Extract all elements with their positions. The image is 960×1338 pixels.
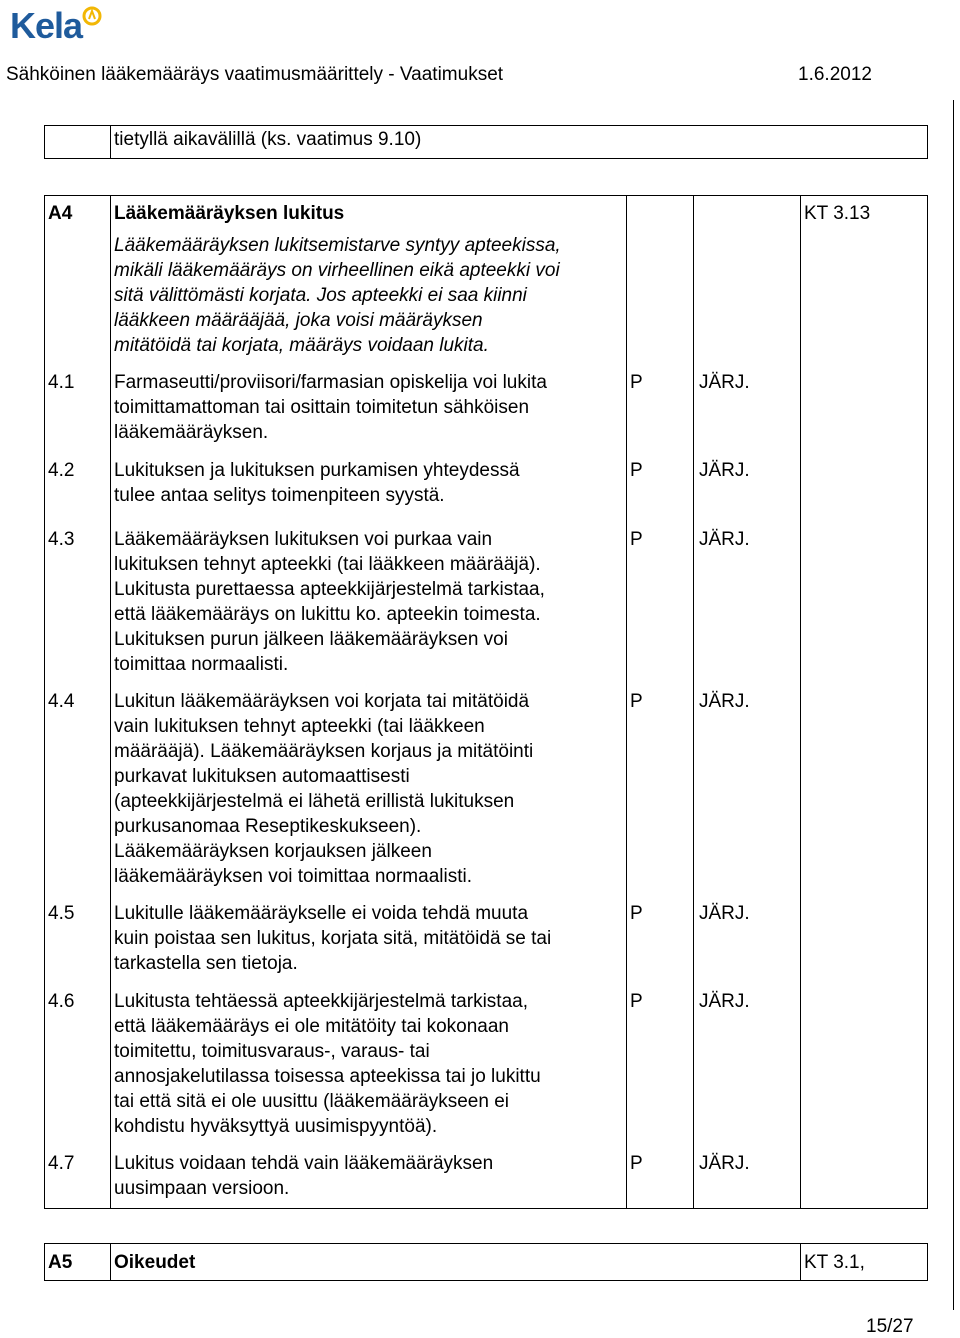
subrequirement-text: Lukitus voidaan tehdä vain lääkemääräyksen: [114, 1153, 494, 1174]
subrequirement-number: 4.4: [48, 691, 75, 712]
subrequirement-priority: P: [630, 1153, 643, 1174]
subrequirement-text: Lukitulle lääkemääräykselle ei voida tehdä muuta: [114, 903, 529, 924]
logo-mark-icon: [82, 6, 102, 26]
subrequirement-number: 4.6: [48, 991, 75, 1012]
subrequirement-priority: P: [630, 529, 643, 550]
requirement-title: Lääkemääräyksen lukitus: [114, 203, 345, 224]
subrequirement-number: 4.5: [48, 903, 75, 924]
logo-text: Kela: [10, 5, 83, 46]
subrequirement-priority: P: [630, 691, 643, 712]
subrequirement-owner: JÄRJ.: [699, 529, 750, 550]
subrequirement-text: Lääkemääräyksen lukituksen voi purkaa vain: [114, 529, 493, 550]
subrequirement-owner: JÄRJ.: [699, 903, 750, 924]
document-date: 1.6.2012: [798, 64, 872, 85]
subrequirement-priority: P: [630, 460, 643, 481]
subrequirement-text: vain lukituksen tehnyt apteekki (tai lääkkeen: [114, 716, 485, 737]
subrequirement-text: toimitettu, toimitusvaraus-, varaus- tai: [114, 1041, 430, 1062]
subrequirement-text: Lääkemääräyksen korjauksen jälkeen: [114, 841, 432, 862]
subrequirement-text: tai että sitä ei ole uusittu (lääkemääräykseen ei: [114, 1091, 509, 1112]
subrequirement-owner: JÄRJ.: [699, 1153, 750, 1174]
subrequirement-priority: P: [630, 372, 643, 393]
subrequirement-text: määrääjä). Lääkemääräyksen korjaus ja mitätöinti: [114, 741, 534, 762]
requirement-title: Oikeudet: [114, 1252, 196, 1273]
subrequirement-number: 4.3: [48, 529, 75, 550]
requirement-id: A5: [48, 1252, 73, 1273]
subrequirement-text: Lukitusta tehtäessä apteekkijärjestelmä tarkistaa,: [114, 991, 528, 1012]
subrequirement-owner: JÄRJ.: [699, 691, 750, 712]
subrequirement-number: 4.7: [48, 1153, 75, 1174]
subrequirement-owner: JÄRJ.: [699, 991, 750, 1012]
subrequirement-priority: P: [630, 903, 643, 924]
subrequirement-text: tarkastella sen tietoja.: [114, 953, 298, 974]
requirement-description: mitätöidä tai korjata, määräys voidaan lukita.: [114, 335, 489, 356]
subrequirement-text: tulee antaa selitys toimenpiteen syystä.: [114, 485, 445, 506]
subrequirement-text: Lukitusta purettaessa apteekkijärjestelmä tarkistaa,: [114, 579, 545, 600]
column-divider: [110, 195, 111, 1209]
requirement-reference: KT 3.13: [804, 203, 871, 224]
subrequirement-text: (apteekkijärjestelmä ei lähetä erillistä lukituksen: [114, 791, 515, 812]
subrequirement-text: annosjakelutilassa toisessa apteekissa tai jo lukittu: [114, 1066, 541, 1087]
column-divider: [110, 125, 111, 159]
requirement-id: A4: [48, 203, 73, 224]
subrequirement-text: toimittaa normaalisti.: [114, 654, 289, 675]
subrequirement-text: kohdistu hyväksyttyä uusimispyyntöä).: [114, 1116, 438, 1137]
subrequirement-priority: P: [630, 991, 643, 1012]
requirement-description: sitä välittömästi korjata. Jos apteekki ei saa kiinni: [114, 285, 527, 306]
subrequirement-text: Lukituksen ja lukituksen purkamisen yhteydessä: [114, 460, 520, 481]
subrequirement-text: että lääkemääräys ei ole mitätöity tai kokonaan: [114, 1016, 509, 1037]
right-margin-line: [953, 100, 954, 1310]
column-divider: [110, 1243, 111, 1281]
document-title: Sähköinen lääkemääräys vaatimusmäärittely - Vaatimukset: [6, 64, 504, 85]
subrequirement-number: 4.1: [48, 372, 75, 393]
subrequirement-text: kuin poistaa sen lukitus, korjata sitä, mitätöidä se tai: [114, 928, 552, 949]
subrequirement-owner: JÄRJ.: [699, 460, 750, 481]
subrequirement-text: purkusanomaa Reseptikeskukseen).: [114, 816, 422, 837]
subrequirement-text: uusimpaan versioon.: [114, 1178, 290, 1199]
requirement-description: lääkkeen määrääjää, joka voisi määräyksen: [114, 310, 483, 331]
subrequirement-text: Farmaseutti/proviisori/farmasian opiskelija voi lukita: [114, 372, 547, 393]
page-number: 15/27: [866, 1316, 914, 1337]
column-divider: [693, 195, 694, 1209]
requirement-description: mikäli lääkemääräys on virheellinen eikä apteekki voi: [114, 260, 560, 281]
column-divider: [626, 195, 627, 1209]
subrequirement-owner: JÄRJ.: [699, 372, 750, 393]
subrequirement-text: lääkemääräyksen voi toimittaa normaalisti.: [114, 866, 472, 887]
column-divider: [800, 195, 801, 1209]
kela-logo: [10, 4, 120, 48]
requirement-description: Lääkemääräyksen lukitsemistarve syntyy apteekissa,: [114, 235, 561, 256]
subrequirement-text: että lääkemääräys on lukittu ko. apteekin toimesta.: [114, 604, 541, 625]
subrequirement-text: Lukitun lääkemääräyksen voi korjata tai mitätöidä: [114, 691, 530, 712]
subrequirement-text: purkavat lukituksen automaattisesti: [114, 766, 410, 787]
subrequirement-text: lääkemääräyksen.: [114, 422, 269, 443]
subrequirement-number: 4.2: [48, 460, 75, 481]
subrequirement-text: Lukituksen purun jälkeen lääkemääräyksen voi: [114, 629, 508, 650]
subrequirement-text: toimittamattoman tai osittain toimitetun sähköisen: [114, 397, 530, 418]
page-header: [6, 62, 954, 88]
continuation-text: tietyllä aikavälillä (ks. vaatimus 9.10): [114, 129, 422, 150]
requirement-reference: KT 3.1,: [804, 1252, 865, 1273]
column-divider: [800, 1243, 801, 1281]
subrequirement-text: lukituksen tehnyt apteekki (tai lääkkeen määrääjä).: [114, 554, 541, 575]
